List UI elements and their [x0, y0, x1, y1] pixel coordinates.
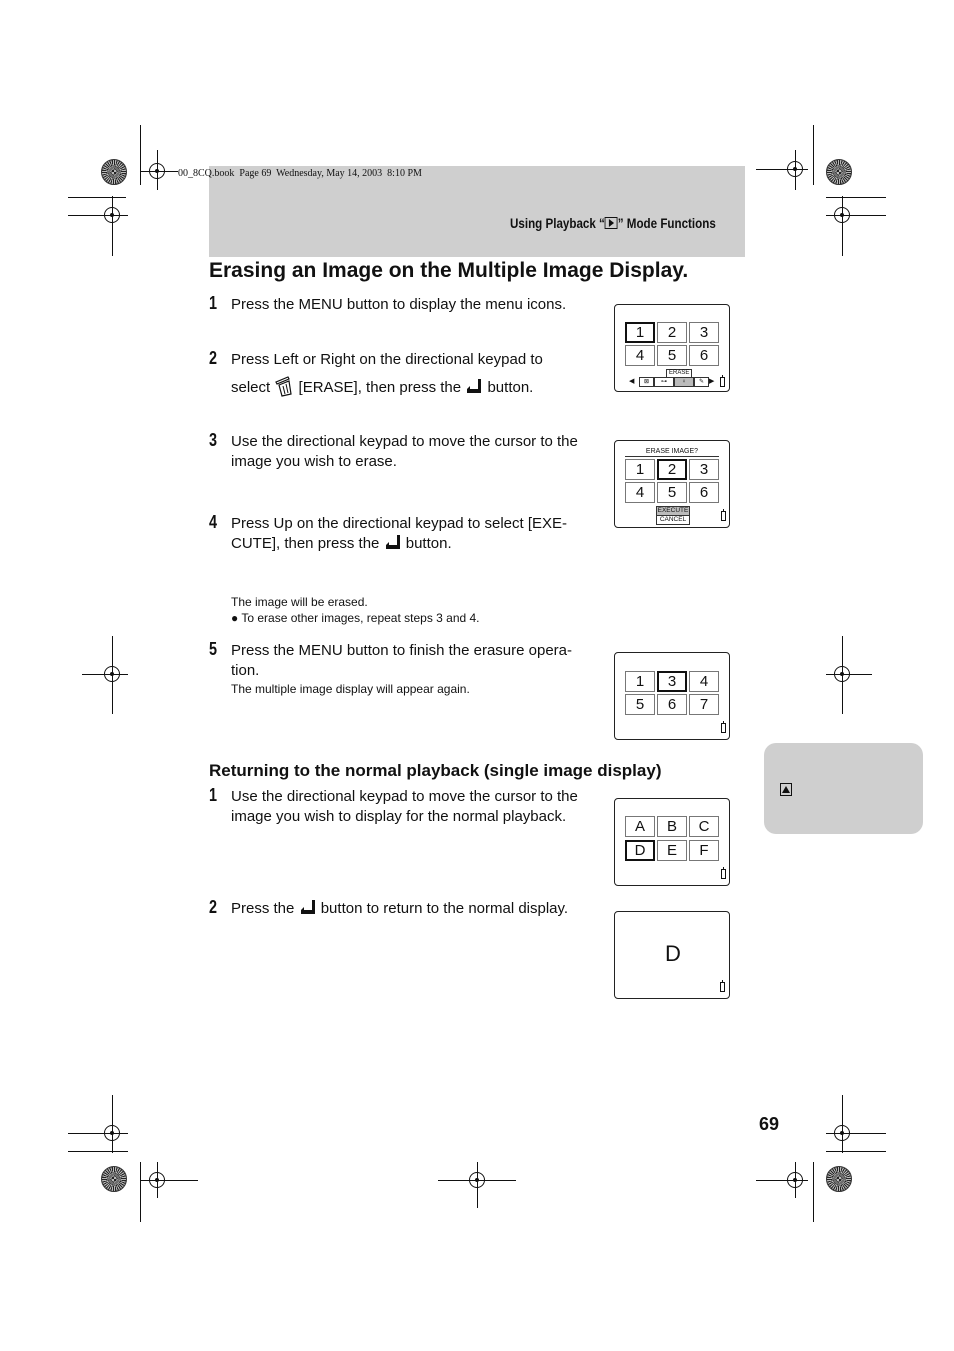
thumbnail-cell: C [689, 816, 719, 837]
battery-icon [721, 869, 726, 879]
lcd-screen-multi-letters [614, 798, 730, 886]
thumbnail-cell: 1 [625, 459, 655, 480]
step-number: 4 [209, 512, 218, 532]
lcd-screen-multi-after-erase [614, 652, 730, 740]
thumbnail-cell: 3 [689, 459, 719, 480]
section-header [510, 216, 716, 231]
screen-header: ERASE IMAGE? [625, 447, 719, 457]
step-number: 5 [209, 639, 218, 659]
thumbnail-cell: 6 [689, 345, 719, 366]
step-text [231, 534, 452, 554]
thumbnail-cell: 6 [689, 482, 719, 503]
thumbnail-cell: 4 [625, 345, 655, 366]
step-number: 3 [209, 430, 218, 450]
header-band [209, 166, 745, 257]
thumbnail-cell: B [657, 816, 687, 837]
color-target-disc [826, 159, 852, 185]
print-slug: 00_8CQ.book Page 69 Wednesday, May 14, 2003 8:10 PM [178, 168, 422, 179]
step-number: 2 [209, 348, 218, 368]
section-header-pre: Using Playback “ [510, 216, 605, 231]
thumbnail-cell: 5 [625, 694, 655, 715]
thumbnail-cell: 5 [657, 482, 687, 503]
thumbnail-cell: F [689, 840, 719, 861]
battery-icon [721, 723, 726, 733]
color-target-disc [101, 1166, 127, 1192]
thumbnail-cell: D [625, 840, 655, 861]
section-subtitle: Returning to the normal playback (single image display) [209, 761, 662, 780]
single-image-letter: D [665, 941, 681, 966]
step-text-part: button. [405, 535, 452, 552]
color-target-disc [826, 1166, 852, 1192]
step-text: tion. [231, 662, 260, 679]
step-text-part: button. [487, 379, 534, 396]
thumbnail-cell: E [657, 840, 687, 861]
step-text: Press the MENU button to finish the erasure opera- [231, 642, 573, 659]
step-text: Press the MENU button to display the menu icons. [231, 296, 567, 313]
step-text [231, 899, 568, 919]
bullet-icon: ● [231, 611, 239, 625]
thumbnail-cell: 2 [657, 459, 687, 480]
thumbnail-cell: 7 [689, 694, 719, 715]
lcd-screen-single [614, 911, 730, 999]
step-text [231, 375, 533, 398]
thumbnail-cell: 2 [657, 322, 687, 343]
step-number: 1 [209, 785, 218, 805]
cancel-option: CANCEL [656, 515, 690, 525]
menu-bar [629, 377, 713, 386]
thumbnail-cell: A [625, 816, 655, 837]
step-text: image you wish to display for the normal playback. [231, 808, 567, 825]
thumbnail-cell: 6 [657, 694, 687, 715]
thumbnail-cell: 1 [625, 671, 655, 692]
ok-button-icon [465, 378, 483, 394]
step-number: 2 [209, 897, 218, 917]
step-text-part: select [231, 379, 271, 396]
thumbnail-cell: 3 [657, 671, 687, 692]
right-arrow-icon: ▶ [709, 378, 715, 385]
page-title: Erasing an Image on the Multiple Image Display. [209, 259, 689, 282]
step-text: Press Up on the directional keypad to select [EXE- [231, 515, 568, 532]
step-text-part: [ERASE], then press the [298, 379, 462, 396]
thumbnail-cell: 4 [625, 482, 655, 503]
left-arrow-icon: ◀ [629, 378, 635, 385]
thumbnail-cell: 5 [657, 345, 687, 366]
battery-icon [721, 511, 726, 521]
menu-icon-slot: ♀ [674, 377, 694, 387]
ok-button-icon [384, 534, 402, 550]
menu-label: ERASE [666, 369, 692, 378]
section-header-post: ” Mode Functions [617, 216, 716, 231]
step-text-part: CUTE], then press the [231, 535, 380, 552]
step-text: image you wish to erase. [231, 453, 397, 470]
step-text: Press Left or Right on the directional keypad to [231, 351, 543, 368]
playback-mode-icon [780, 783, 792, 796]
menu-icon-slot: ⊠ [639, 377, 654, 387]
step-text-part: button to return to the normal display. [320, 900, 569, 917]
note-text: The image will be erased. [231, 595, 368, 609]
step-text: Use the directional keypad to move the cursor to the [231, 788, 578, 805]
battery-icon [720, 982, 725, 992]
ok-button-icon [299, 899, 317, 915]
execute-option: EXECUTE [657, 507, 689, 514]
play-icon [605, 217, 618, 229]
note-bullet [231, 610, 480, 626]
page-number: 69 [759, 1114, 780, 1134]
step-number: 1 [209, 293, 218, 313]
note-text: The multiple image display will appear again. [231, 682, 470, 696]
thumbnail-cell: 3 [689, 322, 719, 343]
lcd-screen-menu [614, 304, 730, 392]
color-target-disc [101, 159, 127, 185]
note-bullet-text: To erase other images, repeat steps 3 and 4. [241, 611, 480, 625]
menu-icon-slot: ⊶ [654, 377, 674, 387]
thumbnail-cell: 1 [625, 322, 655, 343]
step-text-part: Press the [231, 900, 295, 917]
trash-icon [274, 375, 294, 397]
thumbnail-cell: 4 [689, 671, 719, 692]
lcd-screen-erase-confirm [614, 440, 730, 528]
side-tab [764, 743, 923, 834]
menu-icon-slot: ✎ [694, 377, 709, 387]
battery-icon [720, 377, 725, 387]
step-text: Use the directional keypad to move the cursor to the [231, 433, 578, 450]
